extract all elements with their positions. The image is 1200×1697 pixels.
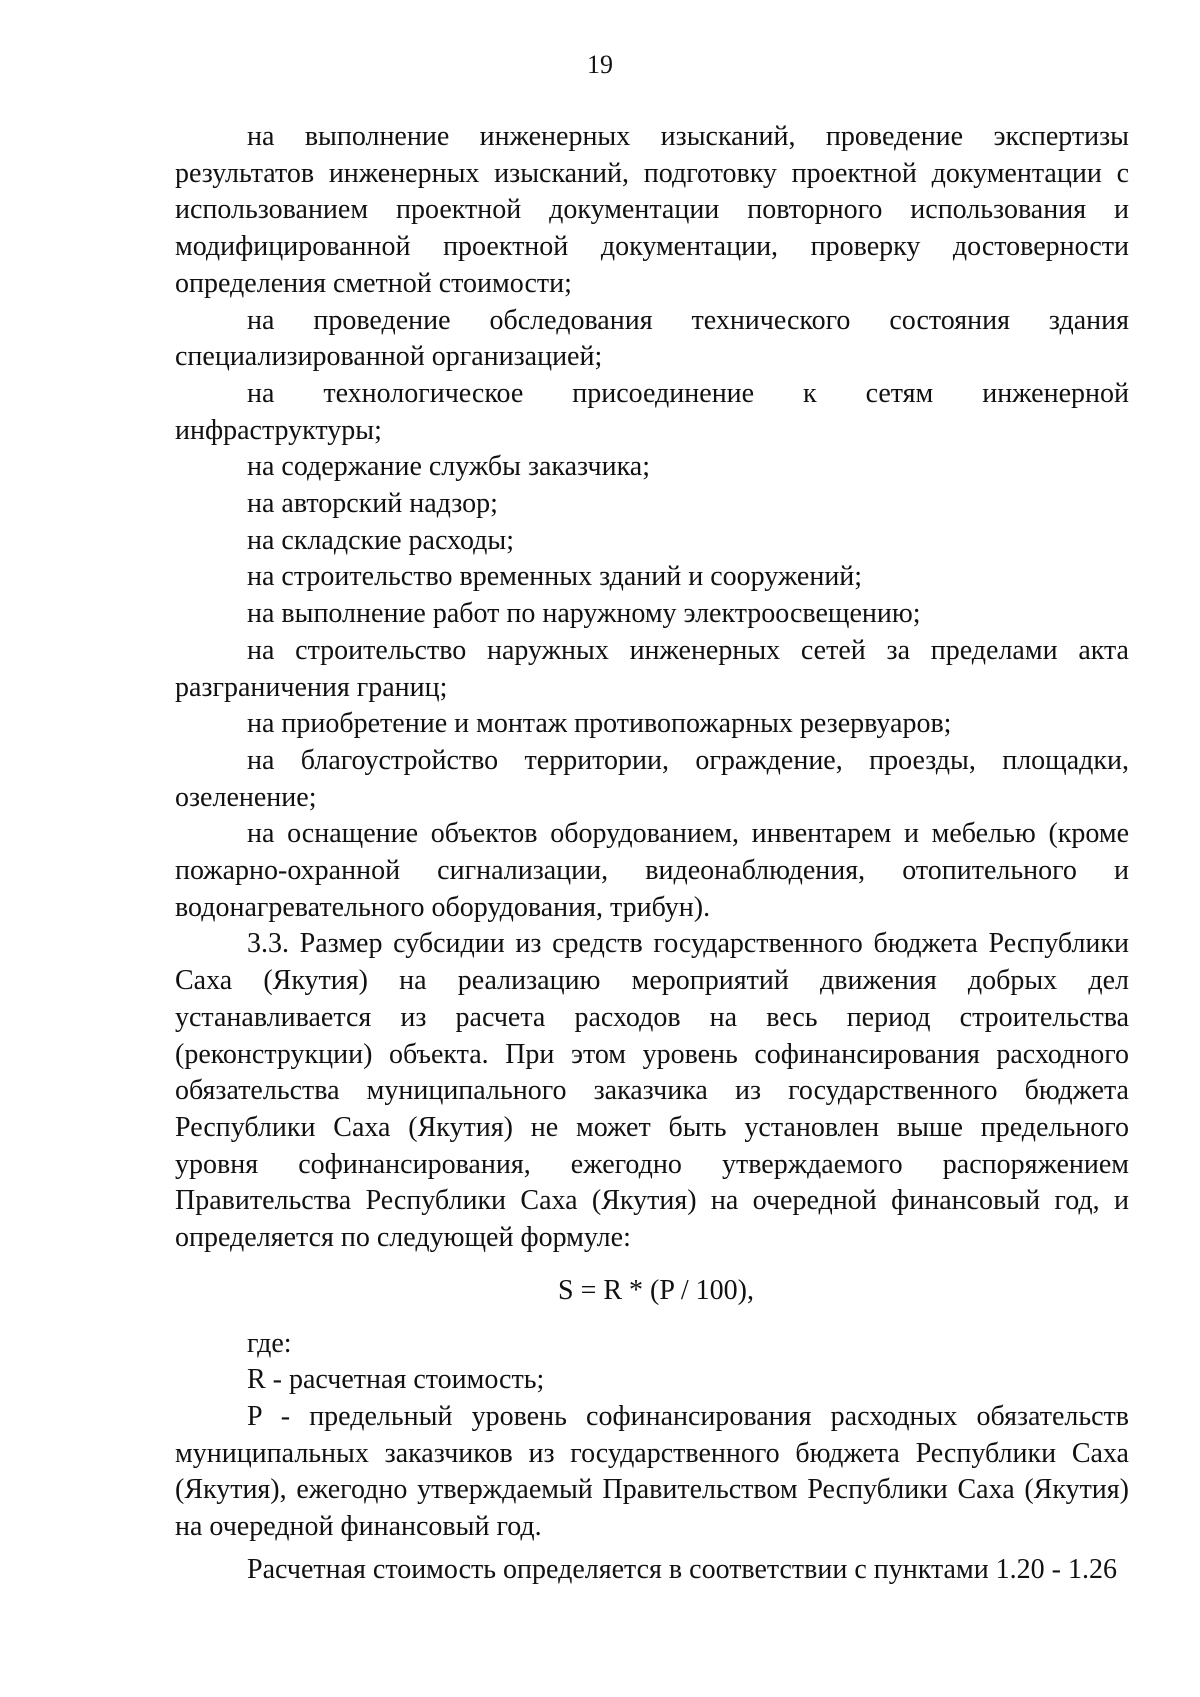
paragraph-tech-connection: на технологическое присоединение к сетям инженерной инфраструктуры; [175, 377, 1129, 446]
paragraph-building-survey: на проведение обследования технического состояния здания специализированной организацией; [175, 304, 1129, 373]
paragraph-customer-service: на содержание службы заказчика; [247, 451, 650, 483]
paragraph-3-3-subsidy: 3.3. Размер субсидии из средств государственного бюджета Республики Саха (Якутия) на реализацию мероприятий движения добрых дел устанавливается из расчета расходов на весь период строительства (реконструкции) объекта. При этом уровень софинансирования расходного обязательства муниципального заказчика из государственного бюджета Республики Саха (Якутия) не может быть установлен выше предельного уровня софинансирования, ежегодно утверждаемого распоряжением Правительства Республики Саха (Якутия) на очередной финансовый год, и определяется по следующей формуле: [175, 928, 1129, 1254]
definitions-intro: где: [247, 1327, 292, 1359]
document-body [175, 119, 1129, 1588]
paragraph-landscaping: на благоустройство территории, ограждение, проезды, площадки, озеленение; [175, 744, 1129, 813]
definition-p: P - предельный уровень софинансирования расходных обязательств муниципальных заказчиков из государственного бюджета Республики Саха (Якутия), ежегодно утверждаемый Правительством Республики Саха (Якутия) на очередной финансовый год. [175, 1400, 1129, 1543]
paragraph-external-networks: на строительство наружных инженерных сетей за пределами акта разграничения границ; [175, 634, 1129, 703]
definition-r: R - расчетная стоимость; [247, 1364, 545, 1396]
subsidy-formula: S = R * (P / 100), [558, 1274, 754, 1306]
paragraph-design-work: на выполнение инженерных изысканий, проведение экспертизы результатов инженерных изысканий, подготовку проектной документации с использованием проектной документации повторного использования и модифицированной проектной документации, проверку достоверности определения сметной стоимости; [175, 121, 1129, 299]
paragraph-temporary-buildings: на строительство временных зданий и сооружений; [247, 561, 863, 593]
paragraph-warehouse-costs: на складские расходы; [247, 524, 514, 556]
paragraph-author-supervision: на авторский надзор; [247, 488, 498, 520]
paragraph-fire-reservoirs: на приобретение и монтаж противопожарных резервуаров; [247, 708, 952, 740]
paragraph-estimated-cost: Расчетная стоимость определяется в соответствии с пунктами 1.20 - 1.26 [247, 1553, 1118, 1585]
page-number: 19 [587, 50, 613, 79]
paragraph-equipment: на оснащение объектов оборудованием, инвентарем и мебелью (кроме пожарно-охранной сигнализации, видеонаблюдения, отопительного и водонагревательного оборудования, трибун). [175, 818, 1129, 923]
paragraph-outdoor-lighting: на выполнение работ по наружному электроосвещению; [247, 598, 921, 630]
